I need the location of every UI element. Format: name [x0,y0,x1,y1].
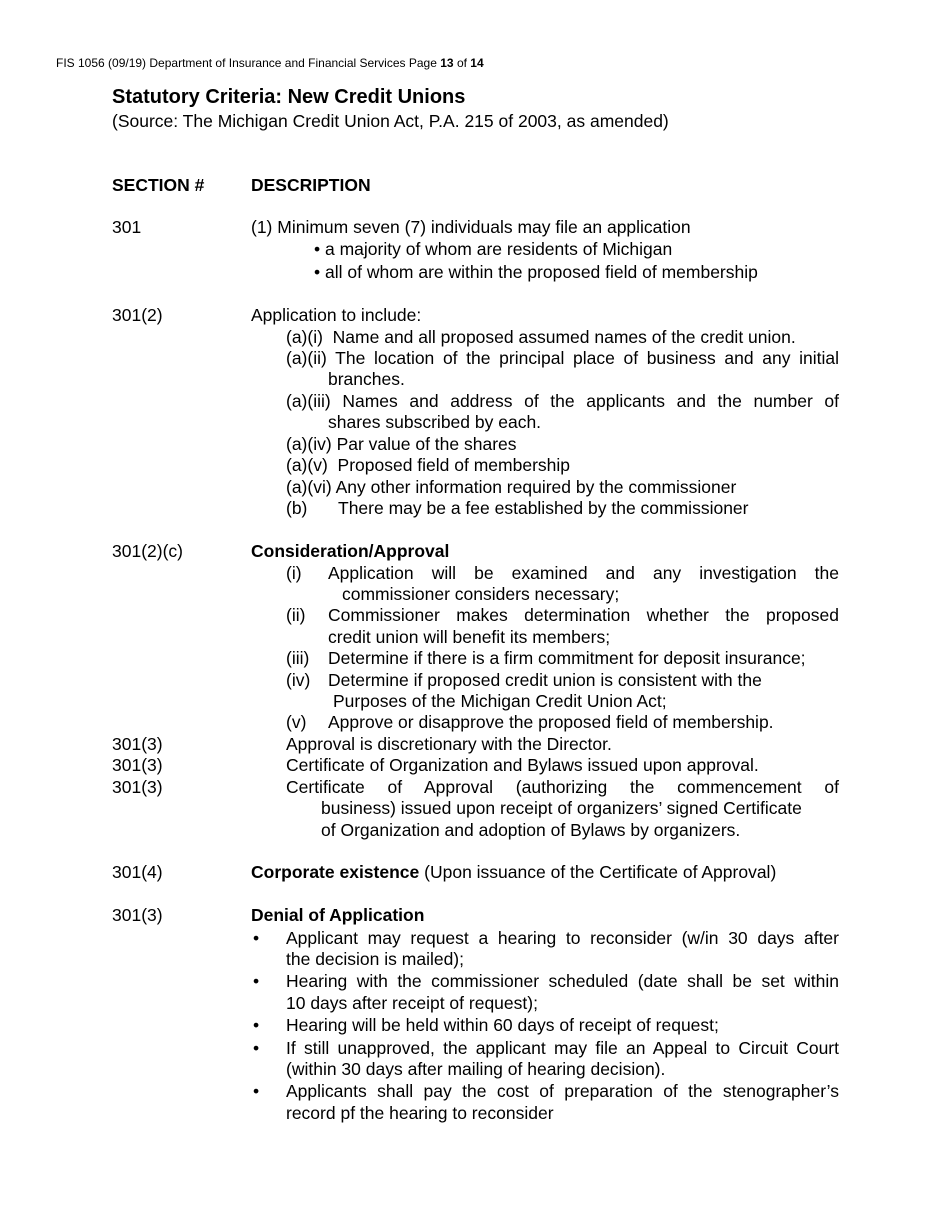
list-item-cont: shares subscribed by each. [328,412,542,432]
s301-3-cont: business) issued upon receipt of organizers’ signed Certificate [321,798,802,818]
list-item: (b) There may be a fee established by the commissioner [286,498,749,518]
section-301-3: 301(3) [112,755,163,775]
column-header-section: SECTION # [112,175,205,195]
section-301-3: 301(3) [112,777,163,797]
list-item: (a)(iv) Par value of the shares [286,434,517,454]
page-title: Statutory Criteria: New Credit Unions [112,86,466,108]
item-label: (i) [286,563,302,583]
section-301-2-c: 301(2)(c) [112,541,183,561]
bullet-icon: • [253,971,260,991]
bullet-icon: • [253,1081,260,1101]
list-item: Determine if there is a firm commitment for deposit insurance; [328,648,806,668]
bullet-icon: • [253,1015,260,1035]
section-denial: 301(3) [112,905,163,925]
list-item: (a)(vi) Any other information required by the commissioner [286,477,737,497]
source-line: (Source: The Michigan Credit Union Act, P.A. 215 of 2003, as amended) [112,111,669,131]
s301-3-text: Certificate of Organization and Bylaws issued upon approval. [286,755,759,775]
denial-heading: Denial of Application [251,905,425,925]
page-of: of [456,56,467,70]
list-item-cont: branches. [328,369,405,389]
list-item: Application will be examined and any investigation the [328,563,839,583]
section-301-3: 301(3) [112,734,163,754]
list-item-cont: Purposes of the Michigan Credit Union Act; [333,691,667,711]
list-item: • all of whom are within the proposed field of membership [314,262,758,282]
corporate-existence: Corporate existence (Upon issuance of the Certificate of Approval) [251,862,777,882]
list-item-cont: 10 days after receipt of request); [286,993,538,1013]
item-label: (iii) [286,648,310,668]
bullet-icon: • [253,928,260,948]
list-item: • a majority of whom are residents of Michigan [314,239,673,259]
list-item-cont: record pf the hearing to reconsider [286,1103,554,1123]
page-header [56,56,484,70]
list-item: If still unapproved, the applicant may file an Appeal to Circuit Court [286,1038,839,1058]
column-header-description: DESCRIPTION [251,175,371,195]
list-item: (a)(i) Name and all proposed assumed names of the credit union. [286,327,796,347]
form-info: FIS 1056 (09/19) Department of Insurance and Financial Services Page [56,56,437,70]
s301-2-text: Application to include: [251,305,422,325]
s301-text: (1) Minimum seven (7) individuals may file an application [251,217,691,237]
list-item: Determine if proposed credit union is consistent with the [328,670,762,690]
bullet-icon: • [253,1038,260,1058]
list-item: (a)(iii) Names and address of the applicants and the number of [286,391,839,411]
list-item: Commissioner makes determination whether the proposed [328,605,839,625]
list-item: Applicants shall pay the cost of preparation of the stenographer’s [286,1081,839,1101]
page-number: 13 [440,56,454,70]
list-item-cont: (within 30 days after mailing of hearing decision). [286,1059,666,1079]
item-label: (ii) [286,605,306,625]
s301-3-cont: of Organization and adoption of Bylaws by organizers. [321,820,741,840]
list-item: Hearing will be held within 60 days of receipt of request; [286,1015,719,1035]
list-item: Applicant may request a hearing to reconsider (w/in 30 days after [286,928,839,948]
list-item-cont: commissioner considers necessary; [342,584,620,604]
s301-3-text: Certificate of Approval (authorizing the commencement of [286,777,839,797]
item-label: (iv) [286,670,311,690]
section-301: 301 [112,217,142,237]
list-item: Hearing with the commissioner scheduled (date shall be set within [286,971,839,991]
consideration-heading: Consideration/Approval [251,541,450,561]
list-item-cont: the decision is mailed); [286,949,464,969]
list-item: (a)(v) Proposed field of membership [286,455,571,475]
list-item: Approve or disapprove the proposed field of membership. [328,712,774,732]
page-total: 14 [470,56,484,70]
section-301-2: 301(2) [112,305,163,325]
item-label: (v) [286,712,307,732]
section-301-4: 301(4) [112,862,163,882]
list-item: (a)(ii) The location of the principal place of business and any initial [286,348,840,368]
s301-3-text: Approval is discretionary with the Director. [286,734,612,754]
list-item-cont: credit union will benefit its members; [328,627,611,647]
